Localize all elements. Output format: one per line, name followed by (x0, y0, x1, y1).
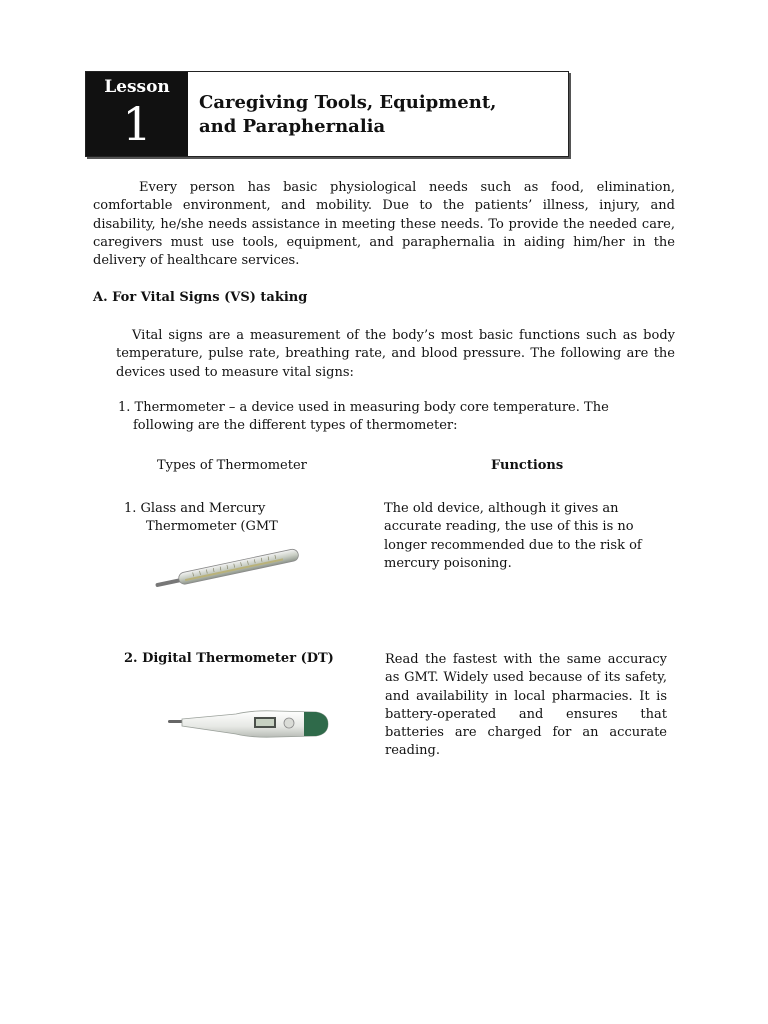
lesson-title-line2: and Paraphernalia (199, 116, 386, 137)
digital-thermometer-name: 2. Digital Thermometer (DT) (124, 651, 334, 666)
digital-thermometer-image (166, 704, 332, 744)
digital-thermometer-function: Read the fastest with the same accuracy as GMT. Widely used because of its safety, and availability in local pharmacies. It is battery-operated and ensures that batteries are charged for an accurate reading. (385, 652, 667, 759)
lesson-title (199, 91, 559, 139)
intro-text: Every person has basic physiological needs such as food, elimination, comfortable environment, and mobility. Due to the patients’ illness, injury, and disability, he/she needs assistance in meeting these needs. To provide the needed care, caregivers must use tools, equipment, and paraphernalia in aiding him/her in the delivery of healthcare services. (93, 180, 675, 269)
column-header-types: Types of Thermometer (157, 458, 307, 473)
thermometer-item-line2: following are the different types of thermometer: (133, 418, 458, 434)
glass-thermometer-name-line2: Thermometer (GMT (146, 519, 278, 534)
glass-thermometer-name (124, 500, 324, 536)
glass-thermometer-function: The old device, although it gives an accurate reading, the use of this is no longer recommended due to the risk of mercury poisoning. (384, 501, 642, 571)
lesson-number: 1 (122, 97, 152, 151)
column-header-functions: Functions (491, 458, 564, 473)
lesson-label: Lesson (104, 77, 170, 97)
thermometer-item-line1: 1. Thermometer – a device used in measuring body core temperature. The (118, 400, 609, 415)
section-a-paragraph (116, 327, 675, 382)
section-a-heading: A. For Vital Signs (VS) taking (93, 290, 308, 305)
section-a-text: Vital signs are a measurement of the body’s most basic functions such as body temperature, pulse rate, breathing rate, and blood pressure. The following are the devices used to measure vital signs: (116, 328, 675, 380)
lesson-header (85, 71, 569, 157)
glass-thermometer-image (148, 545, 308, 595)
thermometer-item (118, 399, 638, 436)
intro-paragraph (93, 179, 675, 270)
lesson-title-line1: Caregiving Tools, Equipment, (199, 92, 497, 113)
glass-thermometer-name-line1: 1. Glass and Mercury (124, 501, 266, 516)
lesson-badge (86, 72, 188, 156)
